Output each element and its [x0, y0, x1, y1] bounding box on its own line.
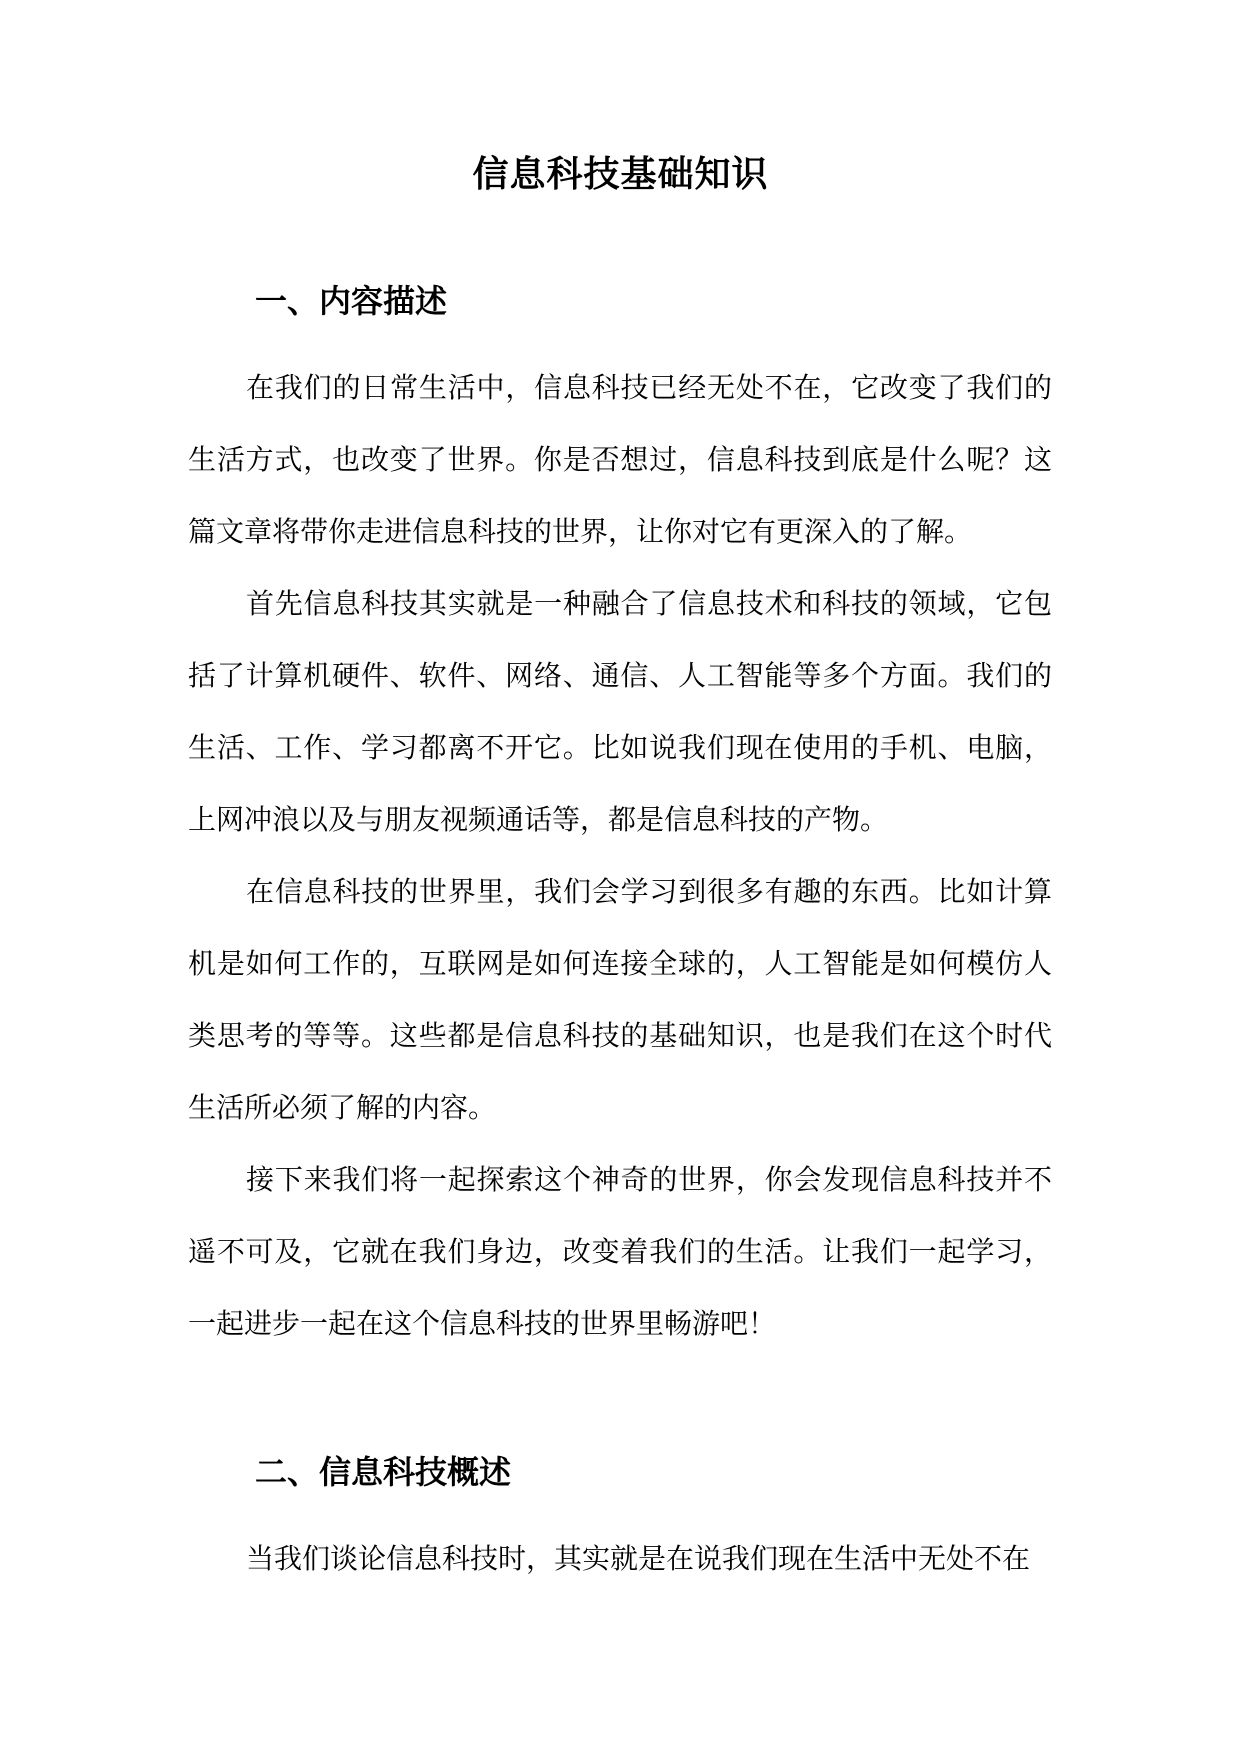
section-heading-content-description: 一、内容描述	[255, 282, 448, 320]
paragraph: 接下来我们将一起探索这个神奇的世界，你会发现信息科技并不遥不可及，它就在我们身边，改变着我们的生活。让我们一起学习，一起进步一起在这个信息科技的世界里畅游吧！	[188, 1163, 1052, 1340]
section-heading-overview: 二、信息科技概述	[255, 1453, 512, 1491]
document-title: 信息科技基础知识	[472, 153, 769, 195]
paragraph: 在信息科技的世界里，我们会学习到很多有趣的东西。比如计算机是如何工作的，互联网是如何连接全球的，人工智能是如何模仿人类思考的等等。这些都是信息科技的基础知识，也是我们在这个时代生活所必须了解的内容。	[188, 875, 1052, 1124]
paragraph: 首先信息科技其实就是一种融合了信息技术和科技的领域，它包括了计算机硬件、软件、网络、通信、人工智能等多个方面。我们的生活、工作、学习都离不开它。比如说我们现在使用的手机、电脑，上网冲浪以及与朋友视频通话等，都是信息科技的产物。	[188, 587, 1052, 836]
paragraph: 当我们谈论信息科技时，其实就是在说我们现在生活中无处不在	[246, 1542, 1031, 1575]
paragraph: 在我们的日常生活中，信息科技已经无处不在，它改变了我们的生活方式，也改变了世界。你是否想过，信息科技到底是什么呢？这篇文章将带你走进信息科技的世界，让你对它有更深入的了解。	[188, 371, 1052, 548]
